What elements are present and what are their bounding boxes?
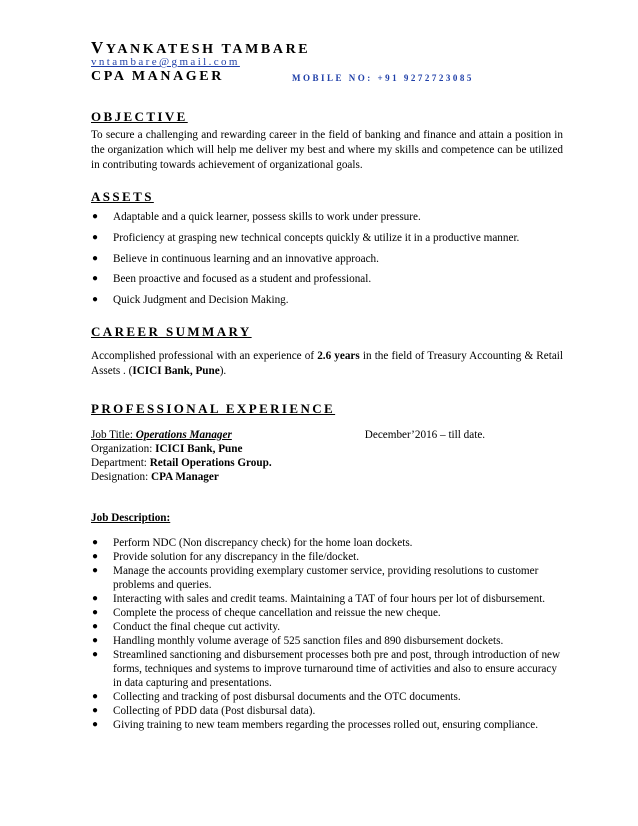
list-item-text: Provide solution for any discrepancy in the file/docket. — [113, 551, 360, 563]
designation-line — [91, 470, 219, 485]
name-initial: V — [91, 38, 106, 57]
objective-text: To secure a challenging and rewarding career in the field of banking and finance and attain a position in the organization which will help me deliver my best and where my skills and competence can be utilized in contributing towards achievement of organizational goals. — [91, 129, 563, 171]
bullet-icon: ● — [92, 635, 99, 646]
job-period: December’2016 – till date. — [364, 429, 486, 441]
list-item-text: Collecting and tracking of post disbursal documents and the OTC documents. — [113, 691, 461, 703]
bullet-icon: ● — [92, 551, 99, 562]
list-item — [91, 634, 561, 648]
job-title-label: Job Title: — [91, 429, 136, 441]
list-item — [91, 620, 561, 634]
assets-heading: ASSETS — [91, 189, 154, 204]
department-line — [91, 456, 272, 471]
list-item-text: Collecting of PDD data (Post disbursal data). — [113, 705, 316, 717]
candidate-role: CPA MANAGER — [91, 69, 224, 84]
department-value: Retail Operations Group. — [149, 457, 272, 469]
list-item — [91, 293, 571, 307]
organization-label: Organization: — [91, 443, 156, 455]
list-item — [91, 592, 561, 606]
bullet-icon: ● — [92, 719, 99, 730]
list-item — [91, 231, 571, 245]
summary-text-post: ). — [219, 365, 227, 377]
list-item-text: Handling monthly volume average of 525 sanction files and 890 disbursement dockets. — [113, 635, 504, 647]
list-item-text: Proficiency at grasping new technical concepts quickly & utilize it in a productive manner. — [113, 231, 520, 244]
list-item — [91, 606, 561, 620]
list-item-text: Manage the accounts providing exemplary customer service, providing resolutions to customer problems and queries. — [113, 565, 539, 591]
career-summary-text — [91, 349, 563, 379]
bullet-icon: ● — [92, 211, 99, 222]
name-rest: YANKATESH TAMBARE — [105, 42, 311, 57]
list-item — [91, 272, 571, 286]
bullet-icon: ● — [92, 565, 99, 576]
bullet-icon: ● — [92, 294, 99, 306]
designation-label: Designation: — [91, 471, 151, 483]
list-item-text: Been proactive and focused as a student and professional. — [113, 273, 372, 286]
list-item — [91, 252, 571, 266]
department-label: Department: — [91, 457, 150, 469]
bullet-icon: ● — [92, 705, 99, 716]
list-item-text: Quick Judgment and Decision Making. — [113, 294, 289, 307]
list-item — [91, 564, 561, 592]
mobile-number: MOBILE NO: +91 9272723085 — [292, 73, 474, 83]
job-title-line — [91, 428, 485, 443]
list-item — [91, 550, 561, 564]
duties-list — [91, 536, 561, 732]
list-item-text: Conduct the final cheque cut activity. — [113, 621, 281, 633]
list-item-text: Perform NDC (Non discrepancy check) for the home loan dockets. — [113, 537, 413, 549]
bullet-icon: ● — [92, 593, 99, 604]
email-link[interactable]: vntambare@gmail.com — [91, 56, 240, 68]
list-item-text: Adaptable and a quick learner, possess skills to work under pressure. — [113, 211, 421, 223]
list-item — [91, 718, 561, 732]
list-item-text: Interacting with sales and credit teams. Maintaining a TAT of four hours per lot of disbursement. — [113, 593, 546, 605]
list-item-text: Complete the process of cheque cancellation and reissue the new cheque. — [113, 607, 441, 619]
job-title-value: Operations Manager — [135, 429, 232, 441]
bullet-icon: ● — [92, 273, 99, 285]
objective-heading: OBJECTIVE — [91, 109, 188, 124]
job-description-heading: Job Description: — [91, 512, 171, 524]
bullet-icon: ● — [92, 231, 99, 243]
candidate-name — [91, 38, 310, 58]
bullet-icon: ● — [92, 607, 99, 618]
summary-text-mid: in the field of Treasury Accounting & Retail Assets . ( — [91, 350, 563, 377]
experience-years: 2.6 years — [317, 350, 360, 362]
bullet-icon: ● — [92, 252, 99, 264]
list-item — [91, 210, 571, 224]
bullet-icon: ● — [92, 649, 99, 660]
bullet-icon: ● — [92, 621, 99, 632]
list-item — [91, 690, 561, 704]
assets-list — [91, 210, 571, 314]
list-item — [91, 704, 561, 718]
list-item-text: Believe in continuous learning and an innovative approach. — [113, 252, 379, 265]
list-item — [91, 536, 561, 550]
summary-text-pre: Accomplished professional with an experience of — [91, 350, 318, 362]
organization-value: ICICI Bank, Pune — [155, 443, 243, 455]
organization-line — [91, 442, 242, 457]
career-summary-heading: CAREER SUMMARY — [91, 324, 252, 339]
list-item — [91, 648, 561, 690]
list-item-text: Streamlined sanctioning and disbursement processes both pre and post, through introduction of new forms, techniques and systems to improve turnaround time of activities and also to ensure accuracy in data capturing and presentations. — [113, 649, 561, 689]
bullet-icon: ● — [92, 691, 99, 702]
summary-organization: ICICI Bank, Pune — [132, 365, 220, 377]
designation-value: CPA Manager — [150, 471, 219, 483]
experience-heading: PROFESSIONAL EXPERIENCE — [91, 401, 336, 416]
bullet-icon: ● — [92, 537, 99, 548]
list-item-text: Giving training to new team members regarding the processes rolled out, ensuring compliance. — [113, 719, 539, 731]
